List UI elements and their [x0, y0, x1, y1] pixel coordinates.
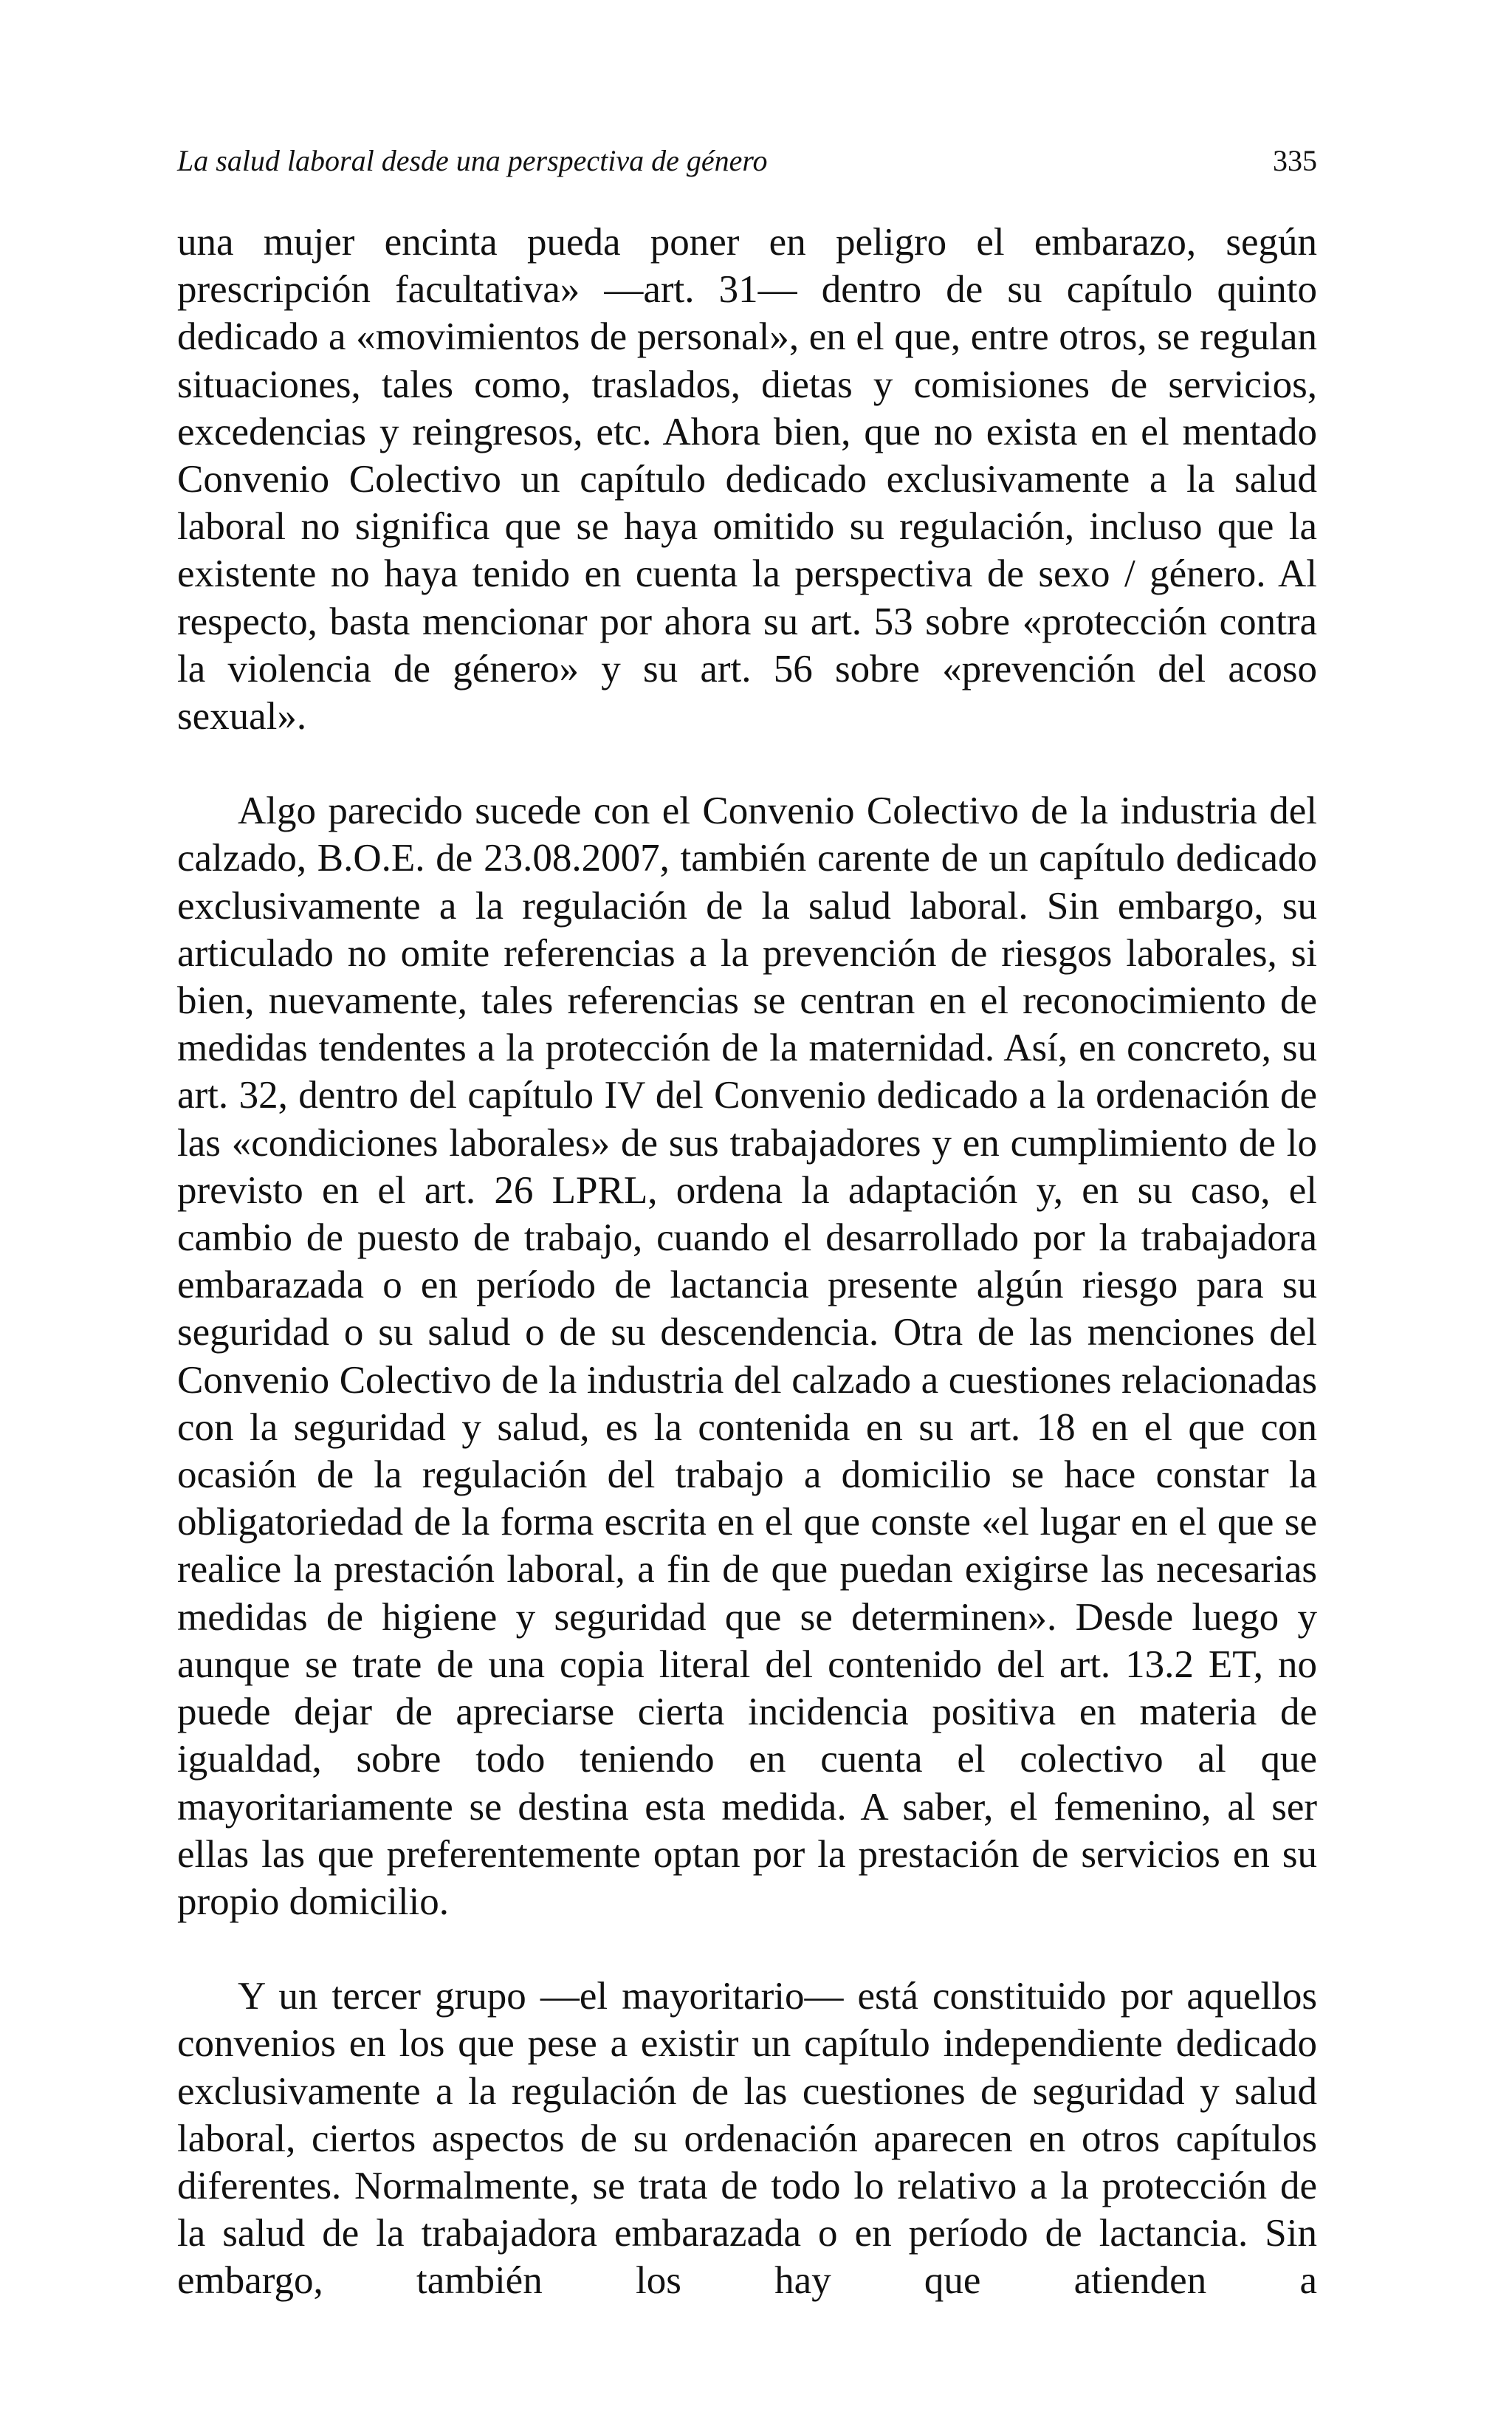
body-text: [177, 219, 1317, 2305]
running-header: [177, 139, 1317, 183]
paragraph-1: una mujer encinta pueda poner en peligro el embarazo, según prescripción facultativa» —art. 31— dentro de su capítulo quinto dedicado a «movimientos de personal», en el que, entre otros, se regulan situaciones, tales como, traslados, dietas y comisiones de servicios, excedencias y reingresos, etc. Ahora bien, que no exista en el mentado Convenio Colectivo un capítulo dedicado exclusivamente a la salud laboral no significa que se haya omitido su regulación, incluso que la existente no haya tenido en cuenta la perspectiva de sexo / género. Al respecto, basta mencionar por ahora su art. 53 sobre «protección contra la violencia de género» y su art. 56 sobre «prevención del acoso sexual».: [177, 221, 1317, 739]
paragraph-3: Y un tercer grupo —el mayoritario— está constituido por aquellos convenios en los que pese a existir un capítulo independiente dedicado exclusivamente a la regulación de las cuestiones de seguridad y salud laboral, ciertos aspectos de su ordenación aparecen en otros capítulos diferentes. Normalmente, se trata de todo lo relativo a la protección de la salud de la trabajadora embarazada o en período de lactancia. Sin embargo, también los hay que atienden a: [177, 1975, 1317, 2303]
running-title: La salud laboral desde una perspectiva de género: [177, 144, 768, 177]
paragraph-2: Algo parecido sucede con el Convenio Colectivo de la industria del calzado, B.O.E. de 23.08.2007, también carente de un capítulo dedicado exclusivamente a la regulación de la salud laboral. Sin embargo, su articulado no omite referencias a la prevención de riesgos laborales, si bien, nuevamente, tales referencias se centran en el reconocimiento de medidas tendentes a la protección de la maternidad. Así, en concreto, su art. 32, dentro del capítulo IV del Convenio dedicado a la ordenación de las «condiciones laborales» de sus trabajadores y en cumplimiento de lo previsto en el art. 26 LPRL, ordena la adaptación y, en su caso, el cambio de puesto de trabajo, cuando el desarrollado por la trabajadora embarazada o en período de lactancia presente algún riesgo para su seguridad o su salud o de su descendencia. Otra de las menciones del Convenio Colectivo de la industria del calzado a cuestiones relacionadas con la seguridad y salud, es la contenida en su art. 18 en el que con ocasión de la regulación del trabajo a domicilio se hace constar la obligatoriedad de la forma escrita en el que conste «el lugar en el que se realice la prestación laboral, a fin de que puedan exigirse las necesarias medidas de higiene y seguridad que se determinen». Desde luego y aunque se trate de una copia literal del contenido del art. 13.2 ET, no puede dejar de apreciarse cierta incidencia positiva en materia de igualdad, sobre todo teniendo en cuenta el colectivo al que mayoritariamente se destina esta medida. A saber, el femenino, al ser ellas las que preferentemente optan por la prestación de servicios en su propio domicilio.: [177, 789, 1317, 1923]
document-page: [177, 0, 1317, 2412]
page-number: 335: [1273, 144, 1317, 177]
